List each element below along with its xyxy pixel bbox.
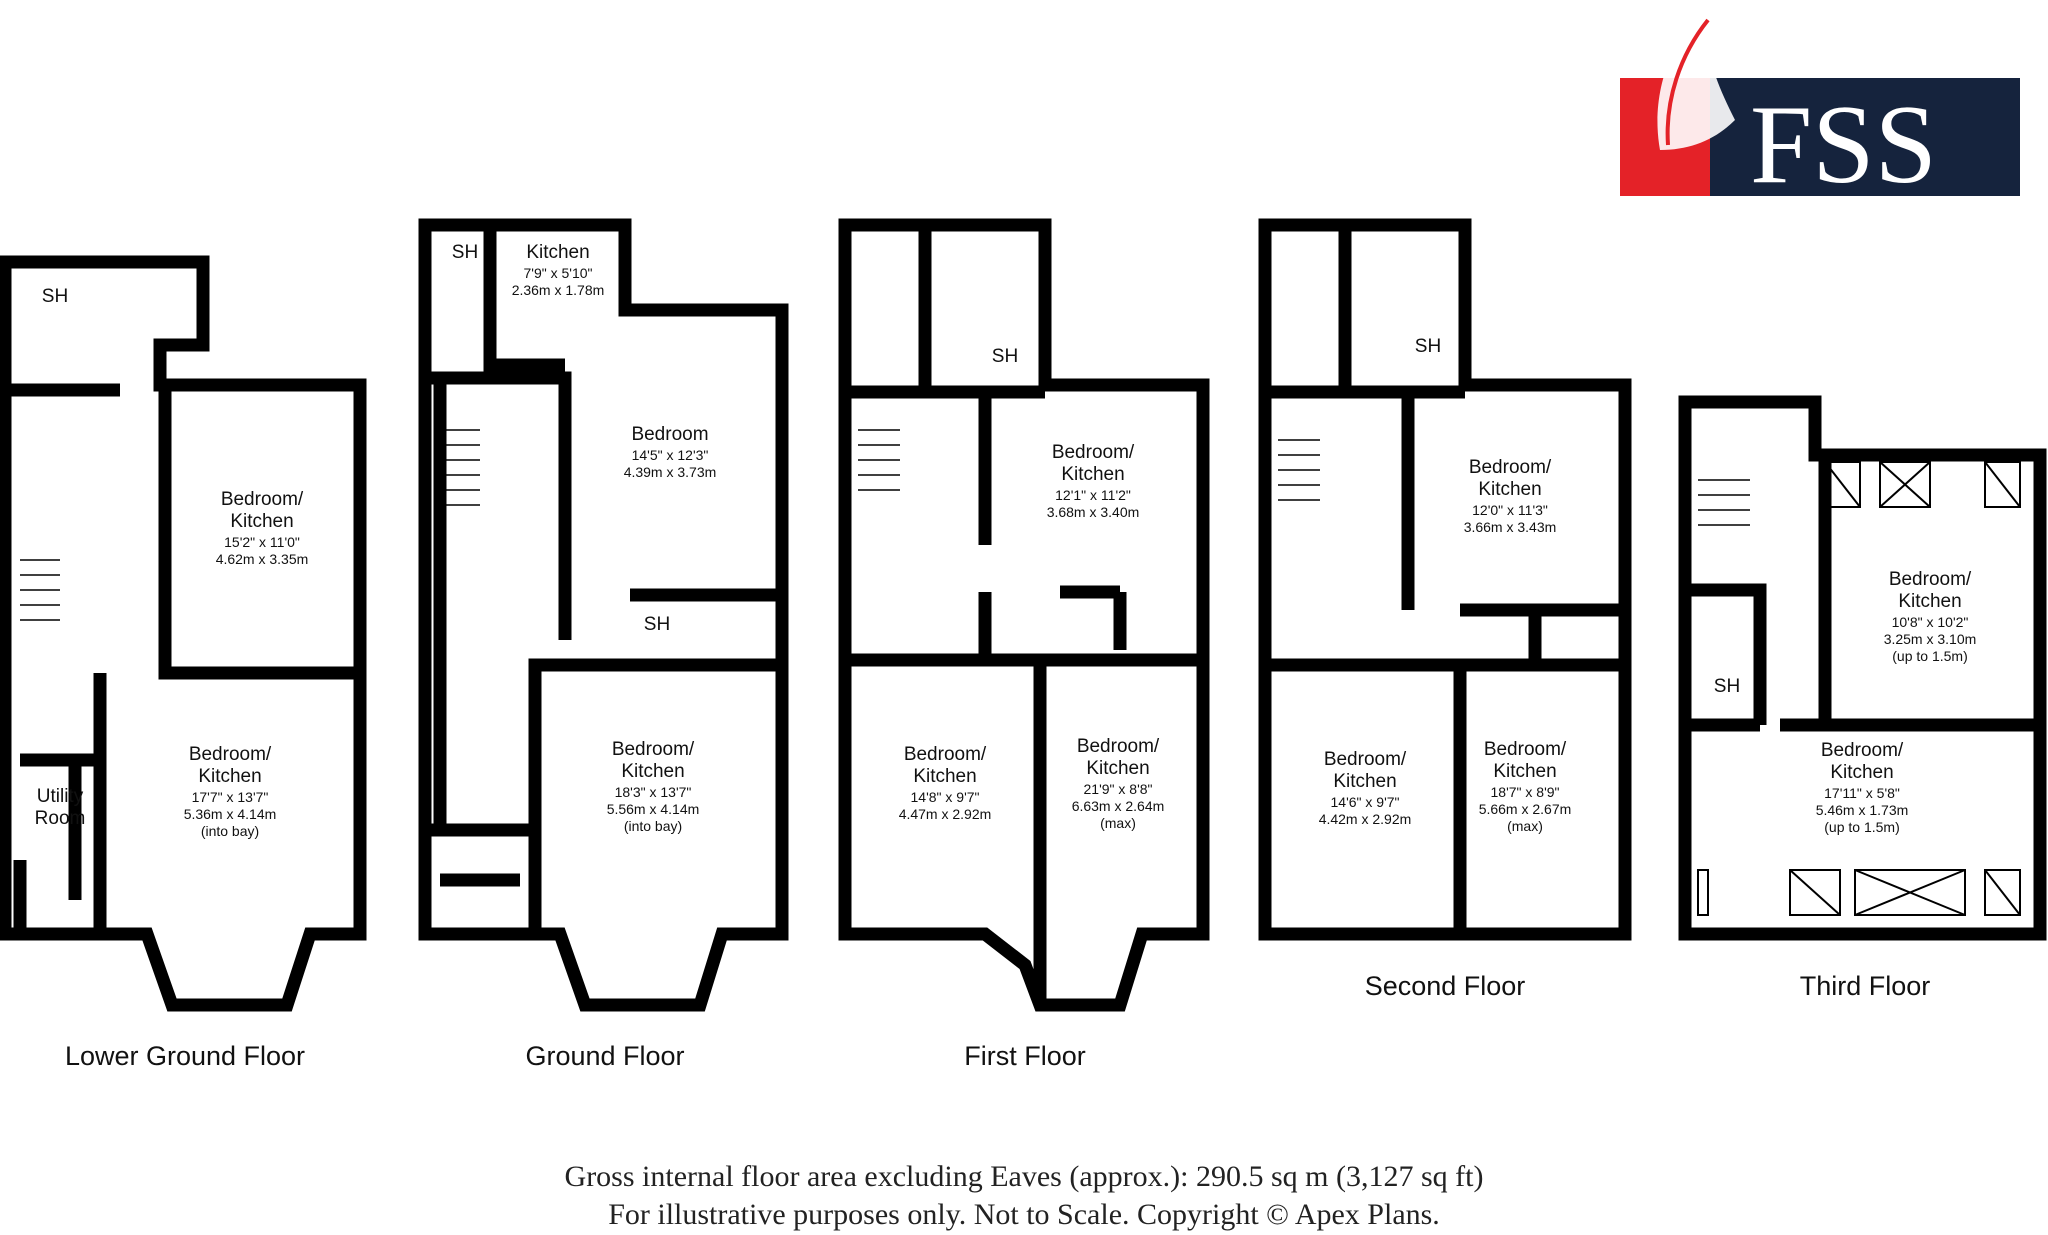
room-name: SH [991,346,1019,367]
room-dimension: 3.66m x 3.43m [1463,519,1557,535]
room-name: SH [1414,336,1442,357]
first-outline [845,225,1203,1005]
room-dimension: 5.66m x 2.67m [1478,801,1572,817]
room-name: Bedroom/ [1323,749,1407,770]
room-name: Bedroom/ [1483,739,1567,760]
room-name: Bedroom/ [1888,569,1972,590]
third-outline [1685,402,2040,934]
room-dimension: 3.25m x 3.10m [1883,631,1977,647]
room-dimension: 4.62m x 3.35m [215,551,309,567]
room-name: Bedroom/ [1051,442,1135,463]
ground-walls [425,225,782,934]
room-name: Utility [36,786,84,807]
room-dimension: 6.63m x 2.64m [1071,798,1165,814]
room-dimension: 17'11" x 5'8" [1824,785,1900,801]
room-dimension: 5.56m x 4.14m [606,801,700,817]
first-walls [845,225,1203,1005]
room-name: SH [1713,676,1741,697]
room-name: Bedroom/ [1820,740,1904,761]
room-dimension: 4.47m x 2.92m [898,806,992,822]
floor-label: Second Floor [1364,971,1526,1001]
room-dimension: 14'6" x 9'7" [1330,794,1400,810]
room-name: Bedroom/ [188,744,272,765]
room-dimension: (up to 1.5m) [1824,819,1900,835]
logo-text: FSS [1750,83,1937,200]
footer-copyright: For illustrative purposes only. Not to Scale. Copyright © Apex Plans. [608,1198,1440,1231]
room-dimension: 21'9" x 8'8" [1083,781,1153,797]
room-name: Bedroom/ [1468,457,1552,478]
footer-area-note: Gross internal floor area excluding Eaves (approx.): 290.5 sq m (3,127 sq ft) [564,1160,1484,1193]
room-dimension: 3.68m x 3.40m [1046,504,1140,520]
floor-label: Third Floor [1799,971,1931,1001]
floor-label: First Floor [964,1041,1086,1071]
room-name: Kitchen [913,766,977,787]
room-dimension: 2.36m x 1.78m [511,282,605,298]
room-name: SH [643,614,671,635]
room-name: Kitchen [1898,591,1962,612]
room-name: Kitchen [1086,758,1150,779]
room-name: Kitchen [1830,762,1894,783]
room-dimension: 18'7" x 8'9" [1490,784,1560,800]
room-name: Kitchen [1478,479,1542,500]
room-dimension: 12'0" x 11'3" [1472,502,1548,518]
room-name: Kitchen [1493,761,1557,782]
room-name: SH [451,242,479,263]
room-name: Room [34,808,86,829]
lower-ground-walls [5,390,360,934]
room-dimension: (into bay) [623,818,683,834]
room-dimension: 5.46m x 1.73m [1815,802,1909,818]
room-dimension: 10'8" x 10'2" [1891,614,1969,630]
room-name: Bedroom/ [611,739,695,760]
room-dimension: 18'3" x 13'7" [614,784,692,800]
room-name: Bedroom/ [903,744,987,765]
room-dimension: 17'7" x 13'7" [191,789,269,805]
room-dimension: (max) [1100,815,1136,831]
room-name: Kitchen [1061,464,1125,485]
room-name: Kitchen [526,242,590,263]
room-name: Kitchen [198,766,262,787]
room-dimension: 4.42m x 2.92m [1318,811,1412,827]
room-dimension: 12'1" x 11'2" [1055,487,1131,503]
room-name: Bedroom/ [1076,736,1160,757]
second-outline [1265,225,1625,934]
floor-label: Ground Floor [525,1041,685,1071]
second-walls [1265,225,1625,934]
room-name: Kitchen [621,761,685,782]
room-dimension: 14'8" x 9'7" [910,789,980,805]
room-name: SH [41,286,69,307]
room-dimension: (into bay) [200,823,260,839]
room-dimension: 5.36m x 4.14m [183,806,277,822]
ground-outline [425,225,782,1005]
room-name: Bedroom/ [220,489,304,510]
floor-label: Lower Ground Floor [64,1041,306,1071]
room-dimension: 4.39m x 3.73m [623,464,717,480]
room-dimension: 7'9" x 5'10" [523,265,593,281]
room-dimension: 15'2" x 11'0" [224,534,300,550]
room-dimension: (up to 1.5m) [1892,648,1968,664]
room-dimension: (max) [1507,818,1543,834]
room-name: Bedroom [631,424,709,445]
room-name: Kitchen [1333,771,1397,792]
lower-ground-outline [5,262,360,1005]
room-name: Kitchen [230,511,294,532]
room-dimension: 14'5" x 12'3" [631,447,709,463]
